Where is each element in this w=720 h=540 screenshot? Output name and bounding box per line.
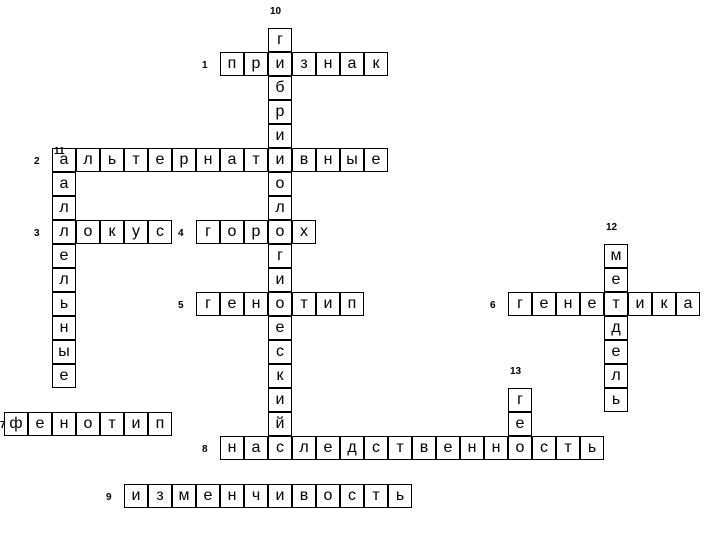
crossword-cell[interactable]: н xyxy=(316,148,340,172)
crossword-cell[interactable]: ь xyxy=(580,436,604,460)
crossword-cell[interactable]: о xyxy=(268,220,292,244)
crossword-cell[interactable]: е xyxy=(316,436,340,460)
crossword-cell[interactable]: с xyxy=(340,484,364,508)
crossword-cell[interactable]: р xyxy=(244,52,268,76)
crossword-cell[interactable]: п xyxy=(148,412,172,436)
crossword-cell[interactable]: н xyxy=(220,436,244,460)
crossword-cell[interactable]: б xyxy=(268,76,292,100)
crossword-cell[interactable]: н xyxy=(52,412,76,436)
crossword-cell[interactable]: у xyxy=(124,220,148,244)
clue-number: 8 xyxy=(202,444,208,455)
crossword-cell[interactable]: в xyxy=(412,436,436,460)
crossword-cell[interactable]: л xyxy=(52,196,76,220)
crossword-cell[interactable]: о xyxy=(316,484,340,508)
crossword-cell[interactable]: о xyxy=(268,292,292,316)
crossword-cell[interactable]: н xyxy=(244,292,268,316)
crossword-cell[interactable]: е xyxy=(52,244,76,268)
crossword-cell[interactable]: н xyxy=(556,292,580,316)
clue-number: 13 xyxy=(510,366,522,377)
crossword-cell[interactable]: т xyxy=(124,148,148,172)
crossword-cell[interactable]: ч xyxy=(244,484,268,508)
crossword-cell[interactable]: е xyxy=(604,268,628,292)
crossword-cell[interactable]: ф xyxy=(4,412,28,436)
crossword-cell[interactable]: ь xyxy=(100,148,124,172)
crossword-cell[interactable]: к xyxy=(364,52,388,76)
crossword-cell[interactable]: л xyxy=(76,148,100,172)
crossword-cell[interactable]: в xyxy=(292,484,316,508)
crossword-cell[interactable]: н xyxy=(220,484,244,508)
crossword-cell[interactable]: е xyxy=(364,148,388,172)
clue-number: 11 xyxy=(54,146,65,157)
crossword-cell[interactable]: л xyxy=(604,364,628,388)
crossword-cell[interactable]: е xyxy=(580,292,604,316)
clue-number: 7 xyxy=(0,420,6,431)
crossword-cell[interactable]: и xyxy=(268,124,292,148)
crossword-cell[interactable]: л xyxy=(52,268,76,292)
crossword-cell[interactable]: ь xyxy=(52,292,76,316)
crossword-cell[interactable]: е xyxy=(268,316,292,340)
crossword-cell[interactable]: е xyxy=(532,292,556,316)
crossword-cell[interactable]: с xyxy=(268,340,292,364)
crossword-cell[interactable]: о xyxy=(76,220,100,244)
crossword-cell[interactable]: ь xyxy=(388,484,412,508)
clue-number: 1 xyxy=(202,60,208,71)
crossword-cell[interactable]: т xyxy=(292,292,316,316)
crossword-cell[interactable]: т xyxy=(100,412,124,436)
crossword-cell[interactable]: а xyxy=(244,436,268,460)
crossword-cell[interactable]: е xyxy=(28,412,52,436)
crossword-cell[interactable]: г xyxy=(508,388,532,412)
crossword-cell[interactable]: т xyxy=(556,436,580,460)
clue-number: 9 xyxy=(106,492,112,503)
crossword-cell[interactable]: л xyxy=(52,220,76,244)
crossword-cell[interactable]: с xyxy=(532,436,556,460)
crossword-cell[interactable]: н xyxy=(196,148,220,172)
crossword-cell[interactable]: с xyxy=(148,220,172,244)
crossword-cell[interactable]: к xyxy=(268,364,292,388)
crossword-cell[interactable]: н xyxy=(484,436,508,460)
crossword-cell[interactable]: и xyxy=(268,148,292,172)
crossword-cell[interactable]: и xyxy=(268,484,292,508)
crossword-cell[interactable]: а xyxy=(52,172,76,196)
crossword-cell[interactable]: и xyxy=(124,484,148,508)
crossword-cell[interactable]: к xyxy=(100,220,124,244)
crossword-cell[interactable]: р xyxy=(244,220,268,244)
crossword-cell[interactable]: т xyxy=(388,436,412,460)
crossword-cell[interactable]: н xyxy=(460,436,484,460)
crossword-cell[interactable]: а xyxy=(52,148,76,172)
crossword-cell[interactable]: й xyxy=(268,412,292,436)
crossword-cell[interactable]: в xyxy=(292,148,316,172)
crossword-cell[interactable]: г xyxy=(508,292,532,316)
crossword-cell[interactable]: л xyxy=(268,196,292,220)
crossword-cell[interactable]: е xyxy=(436,436,460,460)
crossword-cell[interactable]: м xyxy=(604,244,628,268)
crossword-cell[interactable]: и xyxy=(628,292,652,316)
crossword-cell[interactable]: и xyxy=(124,412,148,436)
crossword-cell[interactable]: д xyxy=(340,436,364,460)
crossword-cell[interactable]: т xyxy=(244,148,268,172)
crossword-cell[interactable]: з xyxy=(148,484,172,508)
crossword-cell[interactable]: и xyxy=(268,52,292,76)
crossword-cell[interactable]: л xyxy=(292,436,316,460)
clue-number: 10 xyxy=(270,6,282,17)
crossword-cell[interactable]: а xyxy=(220,148,244,172)
crossword-cell[interactable]: е xyxy=(196,484,220,508)
crossword-cell[interactable]: г xyxy=(196,220,220,244)
crossword-cell[interactable]: а xyxy=(676,292,700,316)
crossword-cell[interactable]: е xyxy=(604,340,628,364)
crossword-cell[interactable]: ь xyxy=(604,388,628,412)
crossword-cell[interactable]: с xyxy=(268,436,292,460)
crossword-cell[interactable]: о xyxy=(508,436,532,460)
crossword-cell[interactable]: г xyxy=(268,244,292,268)
clue-number: 12 xyxy=(606,222,618,233)
crossword-cell[interactable]: р xyxy=(172,148,196,172)
crossword-cell[interactable]: е xyxy=(52,364,76,388)
crossword-cell[interactable]: п xyxy=(220,52,244,76)
crossword-cell[interactable]: х xyxy=(292,220,316,244)
crossword-cell[interactable]: м xyxy=(172,484,196,508)
crossword-cell[interactable]: н xyxy=(52,316,76,340)
crossword-cell[interactable]: т xyxy=(364,484,388,508)
crossword-cell[interactable]: т xyxy=(604,292,628,316)
crossword-cell[interactable]: и xyxy=(268,268,292,292)
crossword-cell[interactable]: о xyxy=(220,220,244,244)
crossword-cell[interactable]: д xyxy=(604,316,628,340)
crossword-cell[interactable]: ы xyxy=(52,340,76,364)
clue-number: 4 xyxy=(178,228,184,239)
crossword-cell[interactable]: и xyxy=(268,388,292,412)
crossword-cell[interactable]: е xyxy=(148,148,172,172)
crossword-cell[interactable]: е xyxy=(508,412,532,436)
crossword-cell[interactable]: к xyxy=(652,292,676,316)
clue-number: 6 xyxy=(490,300,496,311)
crossword-cell[interactable]: а xyxy=(340,52,364,76)
crossword-cell[interactable]: р xyxy=(268,100,292,124)
clue-number: 5 xyxy=(178,300,184,311)
crossword-cell[interactable]: о xyxy=(76,412,100,436)
crossword-cell[interactable]: п xyxy=(340,292,364,316)
crossword-cell[interactable]: с xyxy=(364,436,388,460)
crossword-cell[interactable]: г xyxy=(196,292,220,316)
crossword-cell[interactable]: ы xyxy=(340,148,364,172)
crossword-cell[interactable]: г xyxy=(268,28,292,52)
crossword-cell[interactable]: н xyxy=(316,52,340,76)
crossword-cell[interactable]: з xyxy=(292,52,316,76)
crossword-cell[interactable]: о xyxy=(268,172,292,196)
crossword-cell[interactable]: и xyxy=(316,292,340,316)
clue-number: 3 xyxy=(34,228,40,239)
clue-number: 2 xyxy=(34,156,40,167)
crossword-cell[interactable]: е xyxy=(220,292,244,316)
